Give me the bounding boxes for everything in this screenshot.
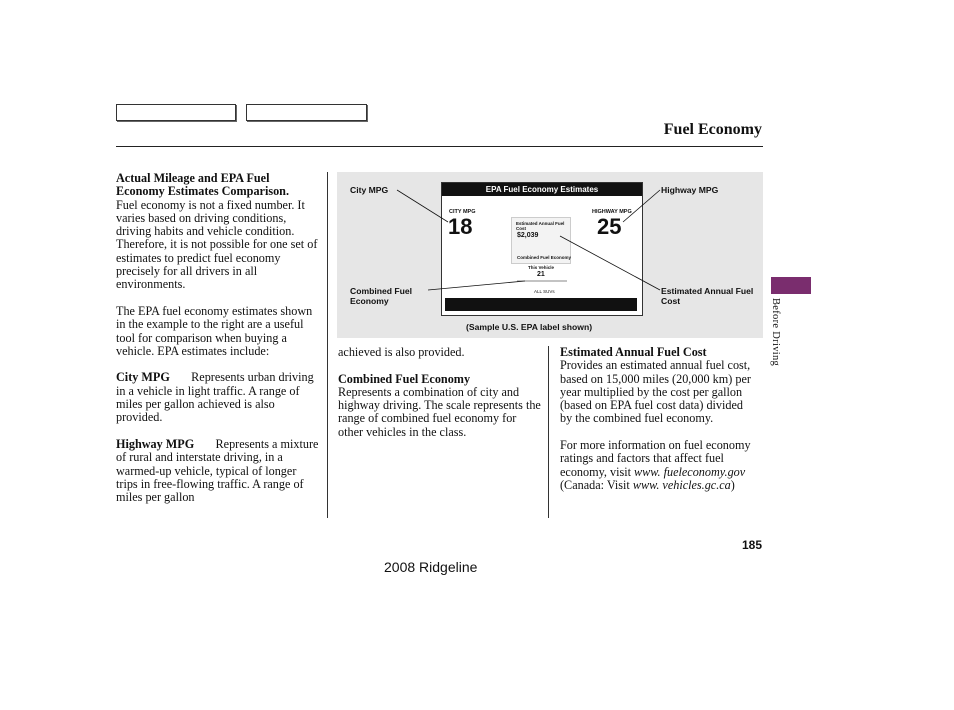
page-title: Fuel Economy xyxy=(663,121,762,138)
sticker-highway-heading: HIGHWAY MPG xyxy=(592,209,632,215)
sticker-title: EPA Fuel Economy Estimates xyxy=(442,183,642,196)
highway-mpg-term: Highway MPG xyxy=(116,436,195,451)
callout-line-city xyxy=(397,190,448,222)
callout-annual-fuel-cost: Estimated Annual Fuel Cost xyxy=(661,286,754,306)
canada-text: (Canada: Visit xyxy=(560,477,630,492)
annual-fuel-cost-text: Provides an estimated annual fuel cost, based on 15,000 miles (20,000 km) per year multiplied by the cost per gallon (based on EPA fuel cost data) divided by the combined fuel economy. xyxy=(560,358,751,426)
sticker-city-heading: CITY MPG xyxy=(449,209,476,215)
combined-fuel-economy-term: Combined Fuel Economy xyxy=(338,371,471,386)
footer-model: 2008 Ridgeline xyxy=(384,559,478,575)
callout-highway-mpg: Highway MPG xyxy=(661,185,719,195)
sticker-cost-heading: Estimated Annual Fuel Cost xyxy=(516,221,565,231)
vehicles-gc-link[interactable]: www. vehicles.gc.ca xyxy=(632,477,731,492)
figure-caption: (Sample U.S. EPA label shown) xyxy=(466,322,593,332)
closing-paren: ) xyxy=(730,477,735,492)
annual-fuel-cost-term: Estimated Annual Fuel Cost xyxy=(560,345,707,359)
right-column xyxy=(560,346,758,506)
more-info-text: For more information on fuel economy ratings and factors that affect fuel economy, visit xyxy=(560,438,751,479)
page-number: 185 xyxy=(741,538,762,552)
sticker-combined-value: 21 xyxy=(537,271,545,278)
city-mpg-term: City MPG xyxy=(116,370,170,385)
callout-city-mpg: City MPG xyxy=(350,185,389,195)
sticker-combined-heading: Combined Fuel Economy xyxy=(517,255,572,260)
section-tab-label: Before Driving xyxy=(770,298,781,367)
city-mpg-text: Represents urban driving in a vehicle in light traffic. A range of miles per gallon achieved is also provided. xyxy=(116,370,314,425)
sticker-all-suvs: ALL SUVs xyxy=(534,289,555,294)
callout-line-annual xyxy=(560,236,660,290)
combined-fuel-economy-text: Represents a combination of city and highway driving. The scale represents the range of combined fuel economy for other vehicles in the class. xyxy=(338,384,541,439)
middle-column xyxy=(338,346,542,452)
sticker-city-value: 18 xyxy=(448,214,473,239)
sticker-highway-value: 25 xyxy=(597,214,622,239)
callout-line-highway xyxy=(623,190,660,222)
paragraph-fixed-number: Fuel economy is not a fixed number. It varies based on driving conditions, driving habits and vehicle condition. Therefore, it is not possible for one set of estimates to predict fuel economy precisely for all drivers in all environments. xyxy=(116,197,318,292)
paragraph-epa-estimates: The EPA fuel economy estimates shown in the example to the right are a useful tool for comparison when buying a vehicle. EPA estimates include: xyxy=(116,303,313,358)
section-heading: Actual Mileage and EPA Fuel Economy Estimates Comparison. xyxy=(116,171,289,199)
section-tab xyxy=(771,277,811,294)
sticker-combined-sub: This Vehicle xyxy=(528,265,555,270)
highway-continuation: achieved is also provided. xyxy=(338,345,465,359)
callout-combined-fuel-economy: Combined Fuel Economy xyxy=(350,286,413,306)
fueleconomy-link[interactable]: www. fueleconomy.gov xyxy=(634,464,746,479)
highway-mpg-text: Represents a mixture of rural and interstate driving, in a warmed-up vehicle, typical of longer trips in free-flowing traffic. A range of miles per gallon xyxy=(116,436,319,505)
sticker-cost-value: $2,039 xyxy=(517,232,539,239)
callout-line-combined xyxy=(428,281,525,290)
column-divider-2 xyxy=(548,346,549,518)
